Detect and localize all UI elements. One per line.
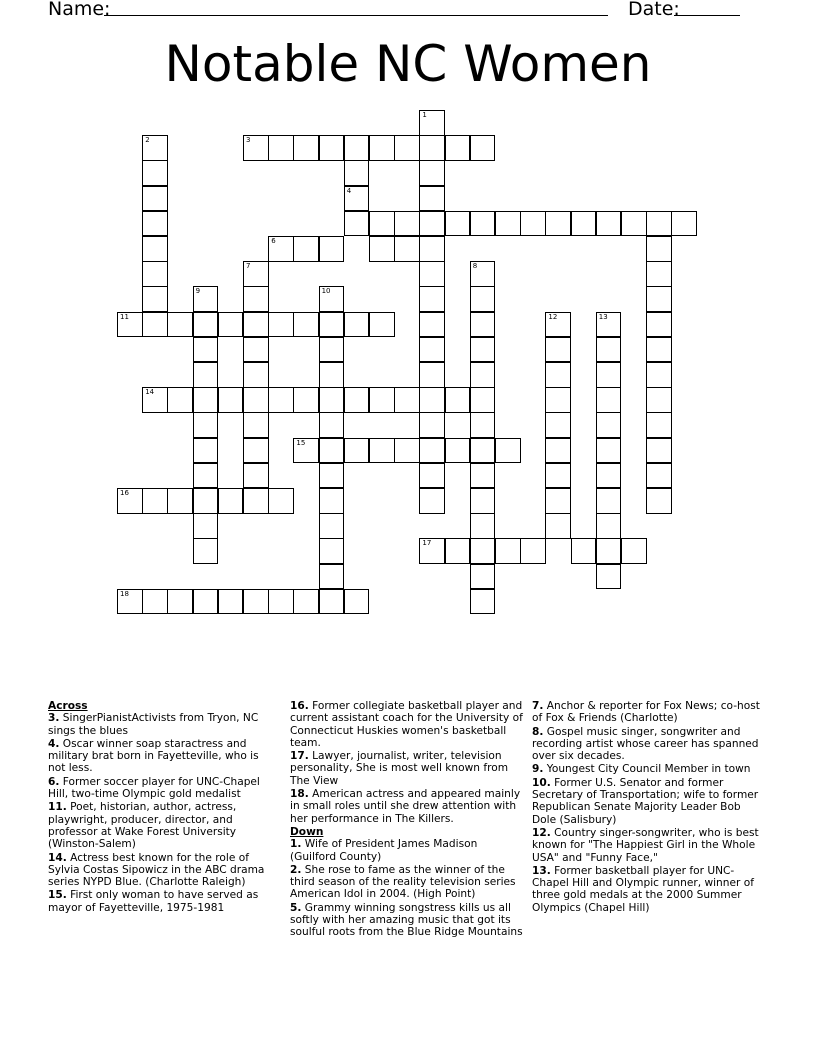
clue-number: 2 [145, 136, 150, 145]
grid-cell[interactable] [419, 362, 445, 388]
grid-cell[interactable] [268, 135, 294, 161]
grid-cell[interactable] [419, 337, 445, 363]
down-clues-a [290, 838, 524, 938]
clue-item-text: Country singer-songwriter, who is best known for "The Happiest Girl in the Whole USA" and "Funny Face," [532, 826, 759, 864]
grid-cell[interactable] [470, 438, 496, 464]
grid-cell[interactable] [193, 463, 219, 489]
grid-cell[interactable] [470, 135, 496, 161]
grid-cell[interactable] [646, 412, 672, 438]
grid-cell[interactable] [596, 362, 622, 388]
clue-item-number: 9. [532, 763, 544, 776]
clue-item-text: Anchor & reporter for Fox News; co-host of Fox & Friends (Charlotte) [532, 700, 760, 725]
grid-cell[interactable] [344, 135, 370, 161]
clue-item-text: Grammy winning songstress kills us all softly with her amazing music that got its soulful roots from the Blue Ridge Mountains [290, 901, 523, 939]
grid-cell[interactable] [520, 538, 546, 564]
grid-cell[interactable] [243, 286, 269, 312]
grid-cell[interactable] [419, 438, 445, 464]
grid-cell[interactable] [646, 286, 672, 312]
grid-cell[interactable] [545, 513, 571, 539]
clue-item-text: First only woman to have served as mayor of Fayetteville, 1975-1981 [48, 889, 259, 914]
grid-cell[interactable] [419, 135, 445, 161]
grid-cell[interactable] [470, 286, 496, 312]
grid-cell[interactable] [596, 312, 622, 338]
grid-cell[interactable] [293, 589, 319, 615]
grid-cell[interactable] [268, 312, 294, 338]
grid-cell[interactable] [445, 538, 471, 564]
grid-cell[interactable] [596, 463, 622, 489]
grid-cell[interactable] [193, 387, 219, 413]
clue-item-number: 18. [290, 788, 309, 801]
grid-cell[interactable] [319, 438, 345, 464]
grid-cell[interactable] [142, 589, 168, 615]
grid-cell[interactable] [319, 312, 345, 338]
grid-cell[interactable] [142, 211, 168, 237]
grid-cell[interactable] [319, 387, 345, 413]
grid-cell[interactable] [545, 438, 571, 464]
grid-cell[interactable] [596, 513, 622, 539]
grid-cell[interactable] [344, 438, 370, 464]
grid-cell[interactable] [142, 312, 168, 338]
grid-cell[interactable] [218, 387, 244, 413]
grid-cell[interactable] [319, 463, 345, 489]
grid-cell[interactable] [545, 488, 571, 514]
grid-cell[interactable] [268, 236, 294, 262]
grid-cell[interactable] [268, 589, 294, 615]
grid-cell[interactable] [545, 362, 571, 388]
clue-item-text: She rose to fame as the winner of the third season of the reality television series American Idol in 2004. (High Point) [290, 863, 516, 901]
clue-number: 7 [246, 262, 251, 271]
grid-cell[interactable] [419, 538, 445, 564]
clue-number: 16 [120, 489, 129, 497]
grid-cell[interactable] [419, 110, 445, 136]
grid-cell[interactable] [243, 261, 269, 287]
clue-item-number: 12. [532, 826, 551, 839]
clue-item [532, 700, 766, 725]
grid-cell[interactable] [319, 589, 345, 615]
grid-cell[interactable] [470, 362, 496, 388]
grid-cell[interactable] [218, 589, 244, 615]
grid-cell[interactable] [293, 387, 319, 413]
clue-item-text: Gospel music singer, songwriter and recording artist whose career has spanned over six decades. [532, 725, 759, 763]
clue-item [290, 700, 524, 749]
grid-cell[interactable] [319, 362, 345, 388]
clue-column-3 [532, 700, 766, 915]
grid-cell[interactable] [596, 412, 622, 438]
grid-cell[interactable] [293, 438, 319, 464]
grid-cell[interactable] [596, 387, 622, 413]
clue-item [48, 712, 266, 737]
grid-cell[interactable] [369, 312, 395, 338]
grid-cell[interactable] [596, 211, 622, 237]
grid-cell[interactable] [344, 387, 370, 413]
grid-cell[interactable] [596, 488, 622, 514]
grid-cell[interactable] [344, 211, 370, 237]
grid-cell[interactable] [117, 312, 143, 338]
grid-cell[interactable] [470, 589, 496, 615]
grid-cell[interactable] [319, 286, 345, 312]
clue-number: 14 [145, 388, 155, 397]
clue-item-number: 2. [290, 863, 302, 876]
clue-item-text: Oscar winner soap staractress and military brat born in Fayetteville, who is not less. [48, 737, 259, 775]
clue-number: 8 [472, 262, 478, 271]
clue-item-number: 14. [48, 851, 67, 864]
across-clues-a [48, 712, 266, 914]
grid-cell[interactable] [671, 211, 697, 237]
grid-cell[interactable] [419, 236, 445, 262]
grid-cell[interactable] [470, 463, 496, 489]
grid-cell[interactable] [470, 211, 496, 237]
clue-item-number: 3. [48, 712, 60, 725]
clue-item [48, 852, 266, 889]
grid-cell[interactable] [167, 488, 193, 514]
clue-item-text: Poet, historian, author, actress, playwright, producer, director, and professor at Wake Forest University (Winston-Salem) [48, 801, 237, 851]
clue-item-text: Former basketball player for UNC-Chapel Hill and Olympic runner, winner of three gold medals at the 2000 Summer Olympics (Chapel Hill) [532, 864, 754, 914]
grid-cell[interactable] [545, 412, 571, 438]
grid-cell[interactable] [596, 438, 622, 464]
page-title: Notable NC Women [164, 35, 652, 93]
grid-cell[interactable] [470, 412, 496, 438]
clue-item-number: 5. [290, 901, 302, 914]
grid-cell[interactable] [243, 387, 269, 413]
grid-cell[interactable] [369, 236, 395, 262]
clue-number: 9 [195, 287, 201, 296]
grid-cell[interactable] [646, 337, 672, 363]
grid-cell[interactable] [571, 538, 597, 564]
grid-cell[interactable] [142, 488, 168, 514]
clue-item-number: 17. [290, 750, 309, 763]
grid-cell[interactable] [419, 312, 445, 338]
clue-item [48, 776, 266, 801]
grid-cell[interactable] [419, 186, 445, 212]
clue-item-number: 15. [48, 889, 67, 902]
grid-cell[interactable] [419, 463, 445, 489]
grid-cell[interactable] [445, 387, 471, 413]
grid-cell[interactable] [545, 211, 571, 237]
grid-cell[interactable] [243, 488, 269, 514]
grid-cell[interactable] [319, 135, 345, 161]
grid-cell[interactable] [495, 438, 521, 464]
clue-item [48, 889, 266, 914]
clue-item-number: 1. [290, 838, 302, 851]
grid-cell[interactable] [193, 362, 219, 388]
grid-cell[interactable] [646, 312, 672, 338]
clue-item-text: Actress best known for the role of Sylvia Costas Sipowicz in the ABC drama series NYPD Blue. (Charlotte Raleigh) [48, 851, 265, 889]
clue-column-2 [290, 700, 524, 940]
grid-cell[interactable] [445, 211, 471, 237]
grid-cell[interactable] [319, 236, 345, 262]
grid-cell[interactable] [419, 387, 445, 413]
clue-item-number: 7. [532, 700, 544, 712]
grid-cell[interactable] [142, 236, 168, 262]
grid-cell[interactable] [369, 135, 395, 161]
clue-item-number: 4. [48, 737, 60, 750]
clue-item-number: 11. [48, 801, 67, 814]
grid-cell[interactable] [243, 337, 269, 363]
grid-cell[interactable] [344, 160, 370, 186]
clue-item-text: Former collegiate basketball player and current assistant coach for the University of Connecticut Huskies women's basketball team. [290, 700, 523, 749]
grid-cell[interactable] [596, 337, 622, 363]
clue-number: 6 [271, 237, 276, 245]
grid-cell[interactable] [193, 513, 219, 539]
grid-cell[interactable] [193, 438, 219, 464]
grid-cell[interactable] [419, 488, 445, 514]
grid-cell[interactable] [243, 438, 269, 464]
grid-cell[interactable] [545, 387, 571, 413]
clue-number: 11 [120, 312, 129, 321]
grid-cell[interactable] [646, 261, 672, 287]
name-label: Name: [48, 0, 111, 20]
grid-cell[interactable] [545, 312, 571, 338]
grid-cell[interactable] [319, 412, 345, 438]
date-label: Date: [628, 0, 680, 20]
clue-number: 1 [422, 111, 427, 119]
grid-cell[interactable] [646, 488, 672, 514]
grid-cell[interactable] [545, 337, 571, 363]
grid-cell[interactable] [495, 538, 521, 564]
clue-item-text: Youngest City Council Member in town [543, 763, 751, 776]
clue-item [532, 763, 766, 775]
grid-cell[interactable] [646, 211, 672, 237]
grid-cell[interactable] [193, 412, 219, 438]
clue-item [48, 738, 266, 775]
clue-item [532, 865, 766, 914]
clue-item-number: 16. [290, 700, 309, 712]
clue-item-number: 6. [48, 775, 60, 788]
grid-cell[interactable] [394, 236, 420, 262]
grid-cell[interactable] [470, 488, 496, 514]
across-heading: Across [48, 700, 88, 712]
clue-number: 13 [598, 312, 608, 321]
grid-cell[interactable] [243, 463, 269, 489]
clue-list [48, 700, 778, 950]
grid-cell[interactable] [193, 538, 219, 564]
grid-cell[interactable] [344, 312, 370, 338]
grid-cell[interactable] [621, 211, 647, 237]
grid-cell[interactable] [419, 286, 445, 312]
grid-cell[interactable] [319, 564, 345, 590]
grid-cell[interactable] [545, 463, 571, 489]
grid-cell[interactable] [319, 488, 345, 514]
grid-cell[interactable] [243, 412, 269, 438]
grid-cell[interactable] [243, 589, 269, 615]
grid-cell[interactable] [268, 488, 294, 514]
clue-item-text: Wife of President James Madison (Guilford County) [290, 838, 478, 863]
grid-cell[interactable] [419, 261, 445, 287]
clue-item-number: 10. [532, 776, 551, 789]
grid-cell[interactable] [470, 337, 496, 363]
grid-cell[interactable] [520, 211, 546, 237]
clue-item [290, 864, 524, 901]
grid-cell[interactable] [646, 236, 672, 262]
down-clues-b [532, 700, 766, 914]
grid-cell[interactable] [142, 261, 168, 287]
grid-cell[interactable] [142, 286, 168, 312]
grid-cell[interactable] [394, 135, 420, 161]
grid-cell[interactable] [394, 438, 420, 464]
grid-cell[interactable] [495, 211, 521, 237]
grid-cell[interactable] [167, 387, 193, 413]
grid-cell[interactable] [344, 186, 370, 212]
grid-cell[interactable] [369, 387, 395, 413]
grid-cell[interactable] [167, 589, 193, 615]
clue-item [532, 777, 766, 826]
clue-item-text: American actress and appeared mainly in small roles until she drew attention with her performance in The Killers. [290, 788, 521, 825]
grid-cell[interactable] [243, 312, 269, 338]
grid-cell[interactable] [369, 438, 395, 464]
grid-cell[interactable] [470, 261, 496, 287]
grid-cell[interactable] [193, 286, 219, 312]
clue-item [290, 902, 524, 939]
grid-cell[interactable] [293, 135, 319, 161]
grid-cell[interactable] [445, 438, 471, 464]
grid-cell[interactable] [470, 312, 496, 338]
grid-cell[interactable] [142, 135, 168, 161]
across-clues-b [290, 700, 524, 825]
clue-number: 12 [548, 312, 558, 321]
grid-cell[interactable] [218, 488, 244, 514]
grid-cell[interactable] [243, 135, 269, 161]
grid-cell[interactable] [596, 538, 622, 564]
clue-number: 4 [346, 186, 352, 195]
clue-number: 15 [296, 438, 306, 447]
clue-item [532, 726, 766, 763]
clue-item-text: Lawyer, journalist, writer, television personality, She is most well known from The View [290, 750, 509, 787]
grid-cell[interactable] [419, 160, 445, 186]
clue-number: 3 [246, 136, 251, 145]
clue-number: 18 [120, 589, 129, 598]
grid-cell[interactable] [319, 337, 345, 363]
down-heading: Down [290, 825, 324, 838]
clue-number: 10 [321, 287, 331, 296]
grid-cell[interactable] [344, 589, 370, 615]
grid-cell[interactable] [369, 211, 395, 237]
grid-cell[interactable] [394, 211, 420, 237]
grid-cell[interactable] [218, 312, 244, 338]
grid-cell[interactable] [394, 387, 420, 413]
grid-cell[interactable] [445, 135, 471, 161]
grid-cell[interactable] [193, 488, 219, 514]
grid-cell[interactable] [646, 438, 672, 464]
grid-cell[interactable] [293, 312, 319, 338]
grid-cell[interactable] [319, 513, 345, 539]
grid-cell[interactable] [419, 412, 445, 438]
clue-number: 17 [422, 539, 432, 548]
clue-item-text: Former U.S. Senator and former Secretary of Transportation; wife to former Republican Senate Majority Leader Bob Dole (Salisbury) [532, 776, 759, 826]
grid-cell[interactable] [142, 160, 168, 186]
grid-cell[interactable] [117, 488, 143, 514]
clue-item [532, 827, 766, 864]
grid-cell[interactable] [646, 362, 672, 388]
grid-cell[interactable] [470, 564, 496, 590]
grid-cell[interactable] [117, 589, 143, 615]
grid-cell[interactable] [470, 513, 496, 539]
grid-cell[interactable] [193, 589, 219, 615]
grid-cell[interactable] [142, 186, 168, 212]
grid-cell[interactable] [319, 538, 345, 564]
clue-column-1 [48, 700, 266, 915]
grid-cell[interactable] [571, 211, 597, 237]
grid-cell[interactable] [293, 236, 319, 262]
grid-cell[interactable] [419, 211, 445, 237]
clue-item [290, 750, 524, 787]
grid-cell[interactable] [596, 564, 622, 590]
clue-item-text: Former soccer player for UNC-Chapel Hill, two-time Olympic gold medalist [48, 775, 260, 801]
grid-cell[interactable] [268, 387, 294, 413]
grid-cell[interactable] [167, 312, 193, 338]
clue-item-number: 13. [532, 864, 551, 877]
grid-cell[interactable] [470, 538, 496, 564]
grid-cell[interactable] [193, 337, 219, 363]
clue-item [48, 801, 266, 850]
grid-cell[interactable] [470, 387, 496, 413]
clue-item [290, 838, 524, 863]
grid-cell[interactable] [193, 312, 219, 338]
clue-item [290, 788, 524, 825]
grid-cell[interactable] [142, 387, 168, 413]
grid-cell[interactable] [621, 538, 647, 564]
clue-item-text: SingerPianistActivists from Tryon, NC sings the blues [48, 712, 259, 737]
clue-item-number: 8. [532, 725, 544, 738]
grid-cell[interactable] [646, 387, 672, 413]
grid-cell[interactable] [243, 362, 269, 388]
grid-cell[interactable] [646, 463, 672, 489]
